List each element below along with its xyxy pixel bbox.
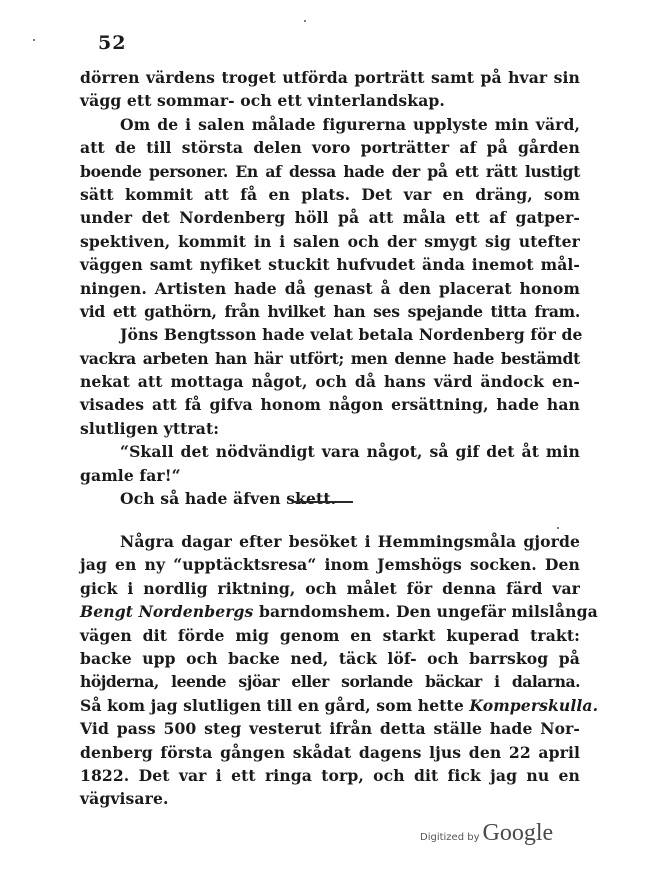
text-line: denberg första gången skådat dagens ljus den 22 april (80, 742, 580, 762)
text-line: vägg ett sommar- och ett vinterlandskap. (80, 91, 445, 111)
text-line: under det Nordenberg höll på att måla ett af gatper- (80, 208, 580, 228)
page-number: 52 (98, 32, 127, 54)
text-line: sätt kommit att få en plats. Det var en dräng, som (80, 184, 580, 204)
text-line: vackra arbeten han här utfört; men denne hade bestämdt (80, 348, 580, 368)
text-line (80, 694, 599, 717)
text-line: vid ett gathörn, från hvilket han ses spejande titta fram. (80, 301, 580, 321)
text-line: dörren värdens troget utförda porträtt samt på hvar sin (80, 68, 580, 87)
text-line: boende personer. En af dessa hade der på ett rätt lustigt (80, 161, 580, 181)
text-line: Och så hade äfven skett. (120, 489, 337, 509)
text-line: spektiven, kommit in i salen och der smygt sig utefter (80, 231, 580, 251)
text-line: Jöns Bengtsson hade velat betala Nordenberg för de (120, 325, 583, 345)
scan-speck (557, 527, 559, 529)
text-line: gick i nordlig riktning, och målet för denna färd var (80, 578, 580, 598)
scan-speck (304, 20, 306, 22)
text-section-2 (80, 530, 599, 811)
text-line: väggen samt nyfiket stuckit hufvudet ända inemot mål- (80, 255, 580, 275)
text-fragment: Så kom jag slutligen till en gård, som hette (80, 695, 464, 715)
watermark-prefix: Digitized by (420, 832, 480, 843)
text-line: att de till största delen voro porträtter af på gården (80, 138, 580, 158)
text-section-1 (80, 66, 583, 510)
text-line: vägvisare. (80, 789, 169, 809)
italic-place-name: Komperskulla. (469, 695, 599, 715)
text-line: “Skall det nödvändigt vara något, så gif det åt min (120, 442, 580, 462)
text-line: nekat att mottaga något, och då hans värd ändock en- (80, 372, 580, 392)
text-line: backe upp och backe ned, täck löf- och barrskog på (80, 648, 580, 668)
italic-person-name: Bengt Nordenbergs (80, 602, 254, 622)
google-logo: Google (482, 820, 554, 846)
text-line (80, 600, 598, 623)
text-line: vägen dit förde mig genom en starkt kuperad trakt: (80, 625, 580, 645)
text-fragment: barndomshem. Den ungefär milslånga (258, 602, 598, 622)
digitized-watermark (420, 820, 553, 847)
text-line: Några dagar efter besöket i Hemmingsmåla gjorde (120, 532, 580, 551)
text-line: slutligen yttrat: (80, 418, 220, 438)
text-line: visades att få gifva honom någon ersättning, hade han (80, 395, 580, 415)
text-line: Vid pass 500 steg vesterut ifrån detta ställe hade Nor- (80, 719, 580, 739)
text-line: gamle far!“ (80, 465, 181, 485)
text-line: jag en ny “upptäcktsresa“ inom Jemshögs socken. Den (80, 555, 580, 575)
text-line: höjderna, leende sjöar eller sorlande bäckar i dalarna. (80, 672, 580, 692)
text-line: Om de i salen målade figurerna upplyste min värd, (120, 114, 580, 134)
scan-speck (33, 39, 35, 41)
section-divider (293, 501, 353, 503)
text-line: 1822. Det var i ett ringa torp, och dit fick jag nu en (80, 765, 580, 785)
text-line: ningen. Artisten hade då genast å den placerat honom (80, 278, 580, 298)
